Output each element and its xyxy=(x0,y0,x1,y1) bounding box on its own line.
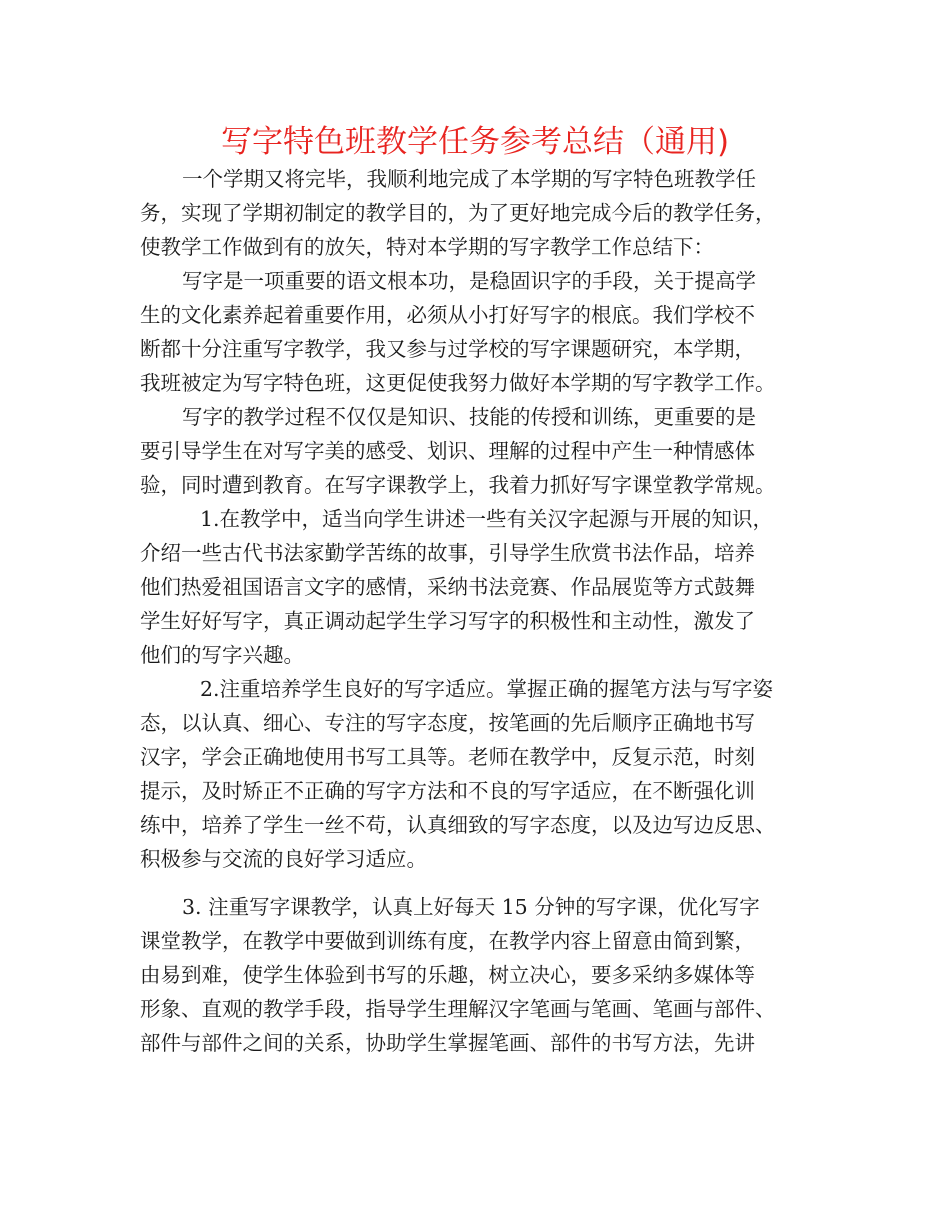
text-line: 他们热爱祖国语言文字的感情，采纳书法竞赛、作品展览等方式鼓舞 xyxy=(140,575,755,599)
text-line: 汉字，学会正确地使用书写工具等。老师在教学中，反复示范，时刻 xyxy=(140,745,755,769)
text-line: 由易到难，使学生体验到书写的乐趣，树立决心，要多采纳多媒体等 xyxy=(140,963,755,987)
text-line: 形象、直观的教学手段，指导学生理解汉字笔画与笔画、笔画与部件、 xyxy=(140,997,776,1021)
document-title: 写字特色班教学任务参考总结（通用) xyxy=(220,124,730,160)
text-line: 部件与部件之间的关系，协助学生掌握笔画、部件的书写方法，先讲 xyxy=(140,1031,755,1055)
document-body xyxy=(140,162,825,1060)
text-line: 生的文化素养起着重要作用，必须从小打好写字的根底。我们学校不 xyxy=(140,303,755,327)
text-line: 3. 注重写字课教学，认真上好每天 15 分钟的写字课，优化写字 xyxy=(182,895,760,919)
text-line: 写字的教学过程不仅仅是知识、技能的传授和训练，更重要的是 xyxy=(182,405,756,429)
text-line: 积极参与交流的良好学习适应。 xyxy=(140,847,427,871)
text-line: 介绍一些古代书法家勤学苦练的故事，引导学生欣赏书法作品，培养 xyxy=(140,541,755,565)
text-line: 学生好好写字，真正调动起学生学习写字的积极性和主动性，激发了 xyxy=(140,609,755,633)
text-line: 1.在教学中，适当向学生讲述一些有关汉字起源与开展的知识， xyxy=(200,507,774,531)
text-line: 2.注重培养学生良好的写字适应。掌握正确的握笔方法与写字姿 xyxy=(200,677,774,701)
text-line: 练中，培养了学生一丝不苟，认真细致的写字态度，以及边写边反思、 xyxy=(140,813,776,837)
text-line: 提示，及时矫正不正确的写字方法和不良的写字适应，在不断强化训 xyxy=(140,779,755,803)
text-line: 务，实现了学期初制定的教学目的，为了更好地完成今后的教学任务， xyxy=(140,201,776,225)
text-line: 验，同时遭到教育。在写字课教学上，我着力抓好写字课堂教学常规。 xyxy=(140,473,776,497)
text-line: 要引导学生在对写字美的感受、划识、理解的过程中产生一种情感体 xyxy=(140,439,755,463)
text-line: 他们的写字兴趣。 xyxy=(140,643,304,667)
text-line: 断都十分注重写字教学，我又参与过学校的写字课题研究，本学期， xyxy=(140,337,755,361)
text-line: 写字是一项重要的语文根本功，是稳固识字的手段，关于提高学 xyxy=(182,269,756,293)
text-line: 我班被定为写字特色班，这更促使我努力做好本学期的写字教学工作。 xyxy=(140,371,776,395)
text-line: 一个学期又将完毕，我顺利地完成了本学期的写字特色班教学任 xyxy=(182,167,756,191)
text-line: 课堂教学，在教学中要做到训练有度，在教学内容上留意由简到繁， xyxy=(140,929,755,953)
text-line: 态，以认真、细心、专注的写字态度，按笔画的先后顺序正确地书写 xyxy=(140,711,755,735)
text-line: 使教学工作做到有的放矢，特对本学期的写字教学工作总结下： xyxy=(140,235,714,259)
